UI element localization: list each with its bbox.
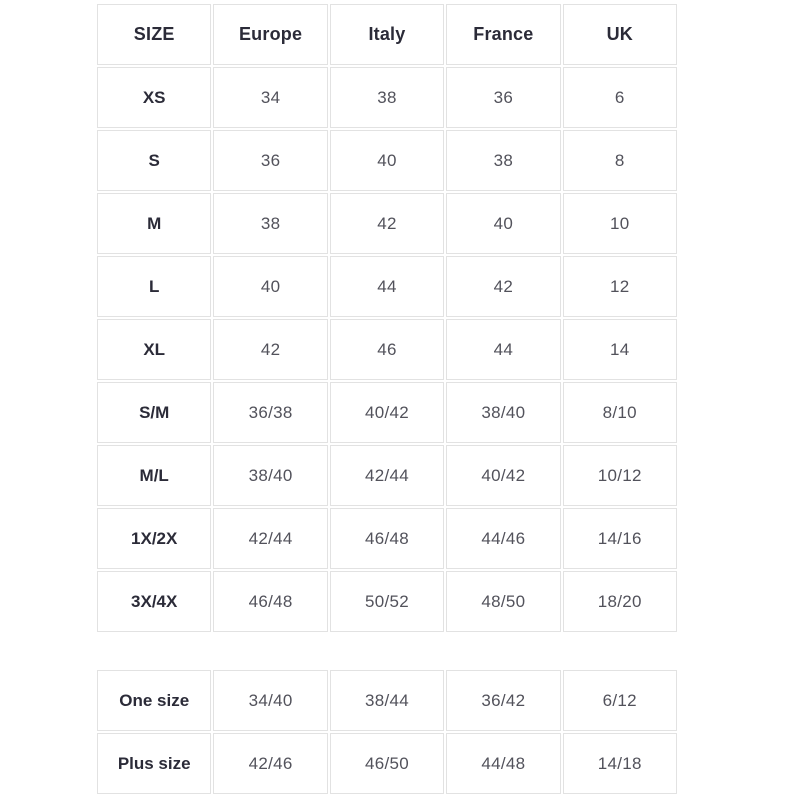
table-cell: 36/38 xyxy=(213,382,327,443)
table-cell: 46/50 xyxy=(330,733,444,794)
table-cell: 48/50 xyxy=(446,571,560,632)
table-cell: 18/20 xyxy=(563,571,677,632)
table-cell: 36 xyxy=(213,130,327,191)
table-cell: 6 xyxy=(563,67,677,128)
table-cell: 42 xyxy=(330,193,444,254)
table-cell: 10/12 xyxy=(563,445,677,506)
column-header-europe: Europe xyxy=(213,4,327,65)
table-cell: 34 xyxy=(213,67,327,128)
row-label-cell: XL xyxy=(97,319,211,380)
table-cell: 44 xyxy=(446,319,560,380)
table-cell: 36 xyxy=(446,67,560,128)
table-cell: 40/42 xyxy=(330,382,444,443)
table-row-sm xyxy=(97,382,677,443)
table-cell: 40 xyxy=(330,130,444,191)
table-cell: 42 xyxy=(213,319,327,380)
header-row xyxy=(97,4,677,65)
row-label-cell: S xyxy=(97,130,211,191)
table-cell: 14/18 xyxy=(563,733,677,794)
row-label-cell: One size xyxy=(97,670,211,731)
table-row-one-size xyxy=(97,670,677,731)
table-cell: 42/46 xyxy=(213,733,327,794)
table-row-s xyxy=(97,130,677,191)
table-cell: 40 xyxy=(213,256,327,317)
size-table-body xyxy=(97,67,677,632)
row-label-cell: XS xyxy=(97,67,211,128)
table-row-l xyxy=(97,256,677,317)
special-sizes-table-body xyxy=(97,670,677,794)
size-conversion-table xyxy=(95,2,679,634)
table-cell: 40/42 xyxy=(446,445,560,506)
table-row-xs xyxy=(97,67,677,128)
special-sizes-table xyxy=(95,668,679,796)
row-label-cell: M xyxy=(97,193,211,254)
table-cell: 34/40 xyxy=(213,670,327,731)
table-cell: 10 xyxy=(563,193,677,254)
table-cell: 38 xyxy=(330,67,444,128)
table-cell: 38 xyxy=(213,193,327,254)
row-label-cell: L xyxy=(97,256,211,317)
column-header-uk: UK xyxy=(563,4,677,65)
table-cell: 44 xyxy=(330,256,444,317)
column-header-france: France xyxy=(446,4,560,65)
table-row-xl xyxy=(97,319,677,380)
table-cell: 38/40 xyxy=(213,445,327,506)
table-cell: 8/10 xyxy=(563,382,677,443)
table-cell: 46/48 xyxy=(213,571,327,632)
table-cell: 42/44 xyxy=(330,445,444,506)
table-cell: 38/40 xyxy=(446,382,560,443)
table-row-1x2x xyxy=(97,508,677,569)
table-cell: 36/42 xyxy=(446,670,560,731)
table-cell: 50/52 xyxy=(330,571,444,632)
table-row-ml xyxy=(97,445,677,506)
size-table-header xyxy=(97,4,677,65)
table-cell: 8 xyxy=(563,130,677,191)
table-cell: 38 xyxy=(446,130,560,191)
table-row-m xyxy=(97,193,677,254)
row-label-cell: 3X/4X xyxy=(97,571,211,632)
column-header-size: SIZE xyxy=(97,4,211,65)
row-label-cell: M/L xyxy=(97,445,211,506)
table-cell: 12 xyxy=(563,256,677,317)
table-cell: 46 xyxy=(330,319,444,380)
table-cell: 42 xyxy=(446,256,560,317)
table-cell: 46/48 xyxy=(330,508,444,569)
table-cell: 14 xyxy=(563,319,677,380)
column-header-italy: Italy xyxy=(330,4,444,65)
table-cell: 40 xyxy=(446,193,560,254)
table-cell: 6/12 xyxy=(563,670,677,731)
table-row-plus-size xyxy=(97,733,677,794)
table-cell: 42/44 xyxy=(213,508,327,569)
table-cell: 44/48 xyxy=(446,733,560,794)
row-label-cell: 1X/2X xyxy=(97,508,211,569)
table-row-3x4x xyxy=(97,571,677,632)
row-label-cell: S/M xyxy=(97,382,211,443)
table-cell: 44/46 xyxy=(446,508,560,569)
table-cell: 38/44 xyxy=(330,670,444,731)
table-cell: 14/16 xyxy=(563,508,677,569)
row-label-cell: Plus size xyxy=(97,733,211,794)
